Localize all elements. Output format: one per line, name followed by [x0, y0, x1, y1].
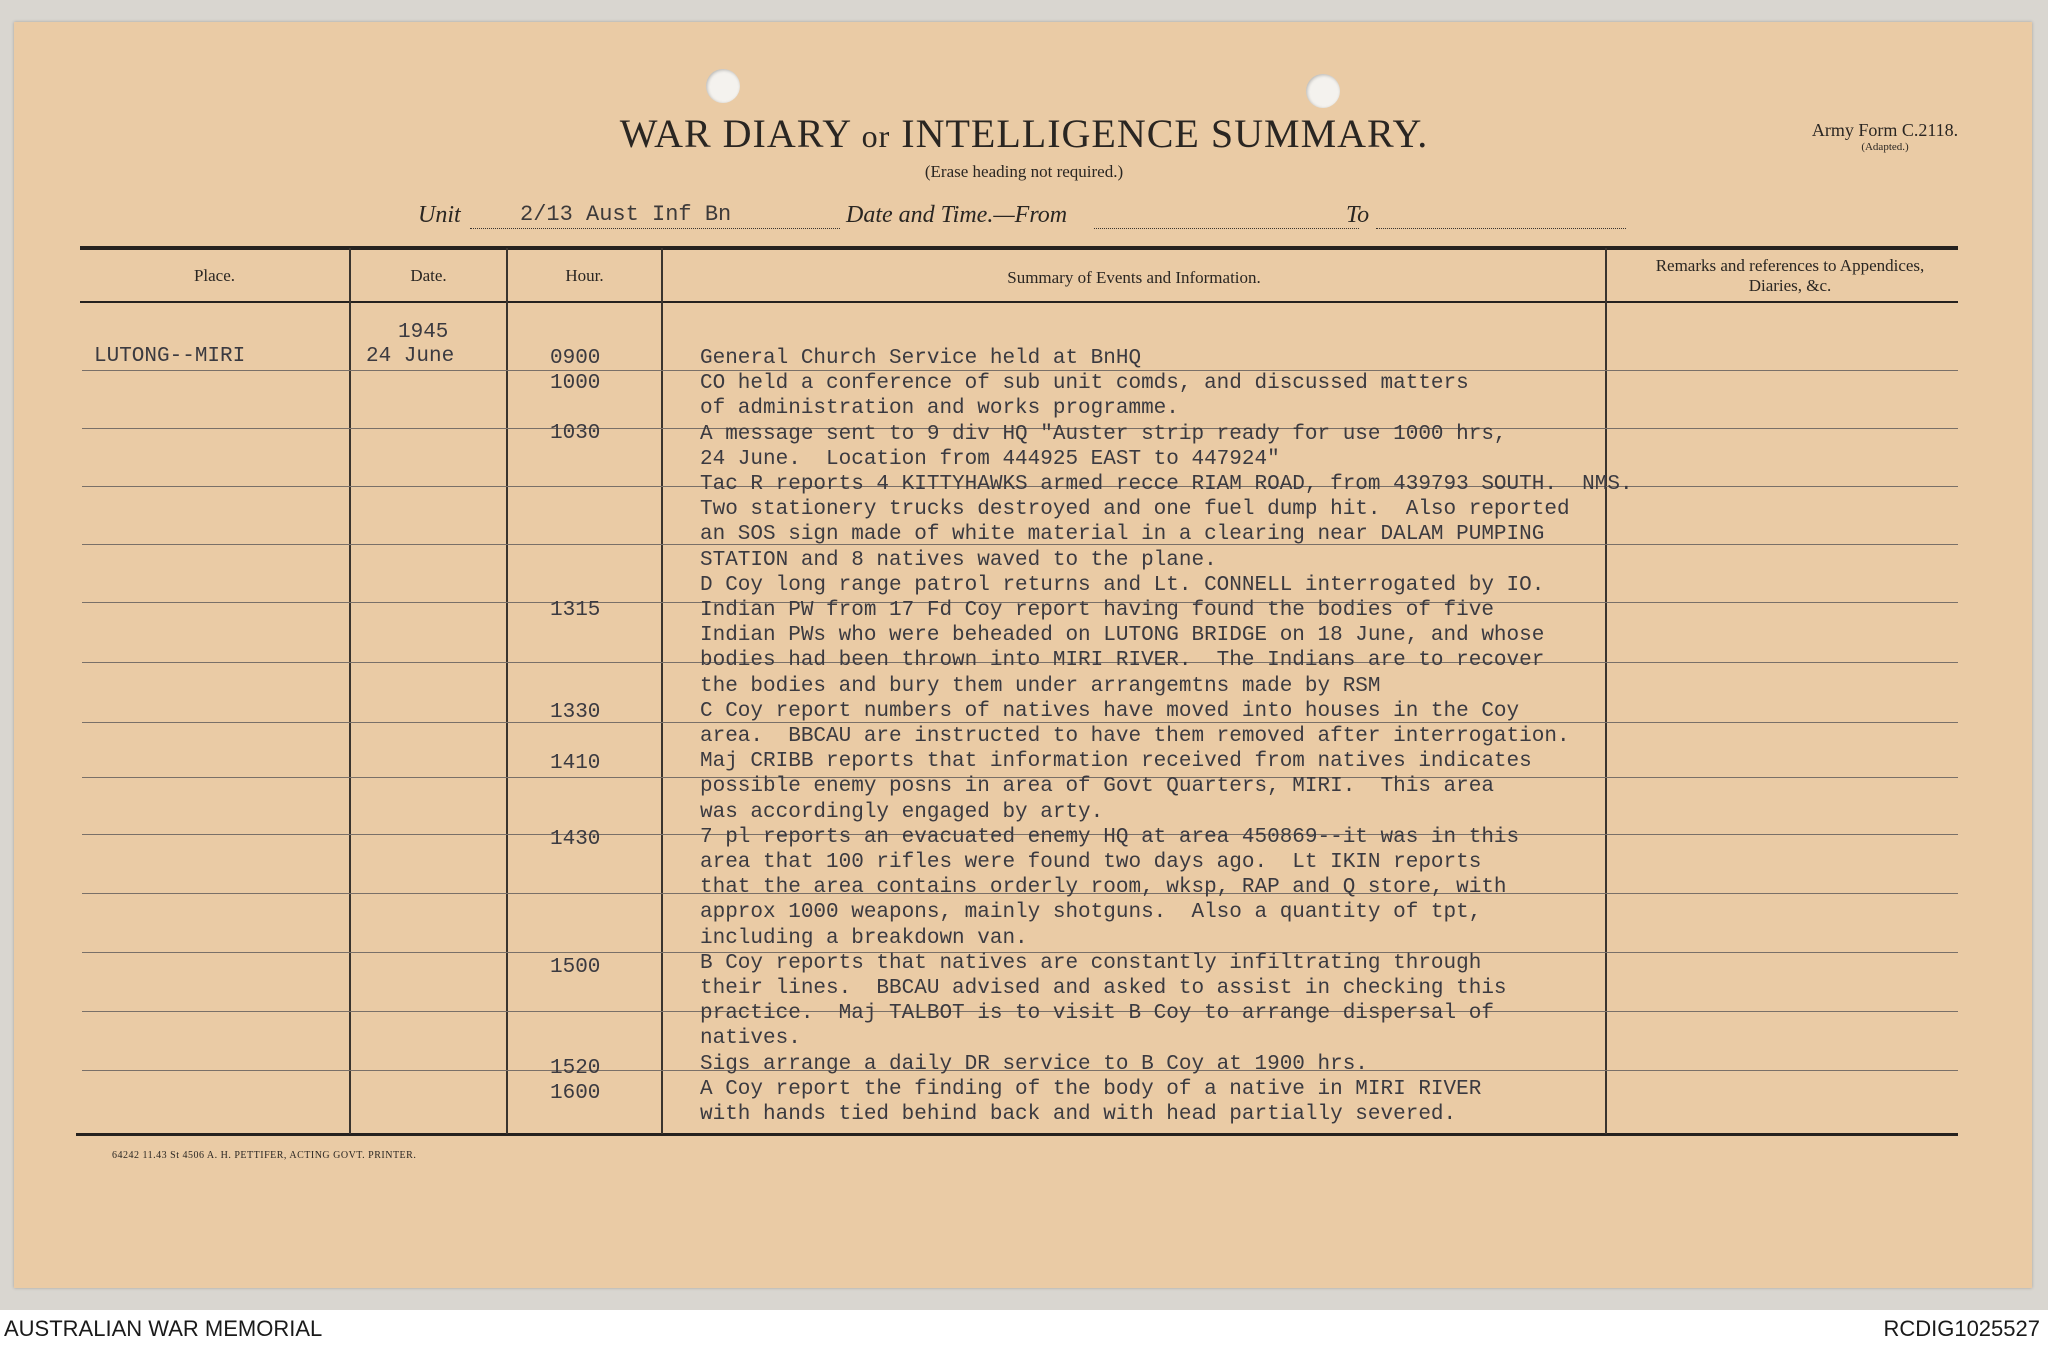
summary-line: A Coy report the finding of the body of a native in MIRI RIVER [700, 1078, 1482, 1101]
summary-line: Maj CRIBB reports that information received from natives indicates [700, 750, 1532, 773]
hour-entry: 1330 [550, 701, 601, 724]
summary-line: of administration and works programme. [700, 397, 1179, 420]
form-title: WAR DIARY or INTELLIGENCE SUMMARY. [619, 111, 1429, 156]
summary-line: including a breakdown van. [700, 927, 1028, 950]
hour-entry: 1600 [550, 1082, 601, 1105]
column-divider-place-date [349, 248, 351, 1134]
punch-hole-left [706, 69, 740, 103]
table-bottom-rule [76, 1133, 1958, 1136]
summary-line: the bodies and bury them under arrangemtns made by RSM [700, 675, 1381, 698]
column-divider-date-hour [506, 248, 508, 1134]
column-divider-hour-summary [661, 248, 663, 1134]
summary-line: area. BBCAU are instructed to have them removed after interrogation. [700, 725, 1570, 748]
summary-line: possible enemy posns in area of Govt Quarters, MIRI. This area [700, 775, 1494, 798]
summary-line: Indian PW from 17 Fd Coy report having found the bodies of five [700, 599, 1494, 622]
summary-line: 7 pl reports an evacuated enemy HQ at area 450869--it was in this [700, 826, 1520, 849]
summary-line: Sigs arrange a daily DR service to B Coy at 1900 hrs. [700, 1053, 1368, 1076]
to-label: To [1346, 202, 1370, 228]
summary-line: Two stationery trucks destroyed and one fuel dump hit. Also reported [700, 498, 1570, 521]
entry-place: LUTONG--MIRI [94, 345, 246, 368]
column-header-place: Place. [193, 266, 236, 285]
summary-line: STATION and 8 natives waved to the plane. [700, 549, 1217, 572]
date-time-label: Date and Time.—From [846, 202, 1068, 228]
punch-hole-right [1306, 74, 1340, 108]
hour-entry: 1410 [550, 752, 601, 775]
hour-entry: 1000 [550, 372, 601, 395]
summary-line: General Church Service held at BnHQ [700, 347, 1142, 370]
table-top-rule [80, 246, 1958, 250]
column-divider-summary-remarks [1605, 248, 1607, 1134]
column-header-hour: Hour. [565, 266, 604, 285]
summary-line: natives. [700, 1027, 801, 1050]
summary-line: their lines. BBCAU advised and asked to assist in checking this [700, 977, 1507, 1000]
hour-entry: 1500 [550, 956, 601, 979]
entry-year: 1945 [398, 321, 449, 344]
summary-line: area that 100 rifles were found two days ago. Lt IKIN reports [700, 851, 1482, 874]
summary-line: practice. Maj TALBOT is to visit B Coy to arrange dispersal of [700, 1002, 1494, 1025]
column-header-remarks: Remarks and references to Appendices, Diaries, &c. [1655, 256, 1925, 295]
hour-entry: 1520 [550, 1057, 601, 1080]
summary-line: with hands tied behind back and with head partially severed. [700, 1103, 1457, 1126]
form-subtitle: (Erase heading not required.) [924, 162, 1124, 181]
printer-note: 64242 11.43 St 4506 A. H. PETTIFER, ACTING GOVT. PRINTER. [112, 1150, 417, 1161]
column-header-summary: Summary of Events and Information. [1007, 268, 1261, 287]
summary-line: 24 June. Location from 444925 EAST to 447924" [700, 448, 1280, 471]
footer-record-id: RCDIG1025527 [1883, 1316, 2040, 1341]
column-header-date: Date. [410, 266, 447, 285]
summary-line: bodies had been thrown into MIRI RIVER. The Indians are to recover [700, 649, 1545, 672]
unit-label: Unit [418, 202, 461, 228]
summary-line: Indian PWs who were beheaded on LUTONG BRIDGE on 18 June, and whose [700, 624, 1545, 647]
hour-entry: 1030 [550, 422, 601, 445]
summary-line: was accordingly engaged by arty. [700, 801, 1104, 824]
summary-line: approx 1000 weapons, mainly shotguns. Also a quantity of tpt, [700, 901, 1482, 924]
header-bottom-rule [80, 301, 1958, 303]
summary-line: A message sent to 9 div HQ "Auster strip ready for use 1000 hrs, [700, 423, 1507, 446]
unit-value: 2/13 Aust Inf Bn [520, 202, 732, 227]
hour-entry: 0900 [550, 347, 601, 370]
footer-institution: AUSTRALIAN WAR MEMORIAL [4, 1316, 323, 1341]
summary-line: D Coy long range patrol returns and Lt. CONNELL interrogated by IO. [700, 574, 1545, 597]
summary-line: C Coy report numbers of natives have moved into houses in the Coy [700, 700, 1520, 723]
hour-entry: 1430 [550, 828, 601, 851]
unit-line [418, 202, 1628, 234]
entry-date: 24 June [366, 345, 455, 368]
summary-line: B Coy reports that natives are constantly infiltrating through [700, 952, 1482, 975]
summary-line: an SOS sign made of white material in a clearing near DALAM PUMPING [700, 523, 1545, 546]
summary-line: CO held a conference of sub unit comds, and discussed matters [700, 372, 1469, 395]
summary-line: Tac R reports 4 KITTYHAWKS armed recce RIAM ROAD, from 439793 SOUTH. NMS. [700, 473, 1633, 496]
army-form-number: Army Form C.2118. (Adapted.) [1811, 120, 1959, 153]
summary-line: that the area contains orderly room, wksp, RAP and Q store, with [700, 876, 1507, 899]
hour-entry: 1315 [550, 599, 601, 622]
